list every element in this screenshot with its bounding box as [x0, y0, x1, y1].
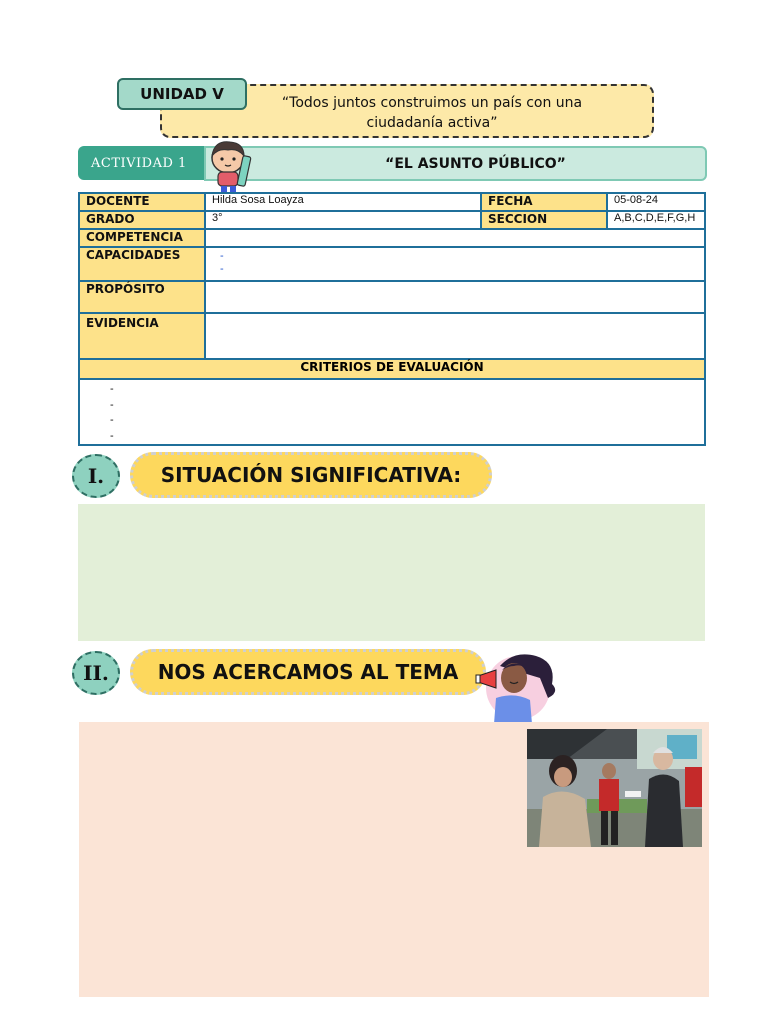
criterio-item: - [110, 398, 114, 411]
evidencia-value [205, 313, 705, 359]
criterio-item: - [110, 429, 114, 442]
child-pencil-icon [204, 138, 256, 194]
evidencia-label: EVIDENCIA [79, 313, 205, 359]
activity-badge: ACTIVIDAD 1 [78, 146, 204, 180]
section-2-title: NOS ACERCAMOS AL TEMA [130, 649, 486, 695]
grado-value: 3° [205, 211, 481, 229]
section-2-number: II. [72, 651, 120, 695]
situacion-content-box [78, 504, 705, 641]
activity-title: “EL ASUNTO PÚBLICO” [204, 146, 707, 181]
criterios-header: CRITERIOS DE EVALUACIÓN [79, 359, 705, 379]
proposito-label: PROPÓSITO [79, 281, 205, 313]
criterio-item: - [110, 383, 114, 395]
capacidad-item: - [220, 263, 224, 275]
news-photo [527, 729, 702, 847]
seccion-value: A,B,C,D,E,F,G,H [607, 211, 705, 229]
fecha-value: 05-08-24 [607, 193, 705, 211]
competencia-label: COMPETENCIA [79, 229, 205, 247]
unit-badge: UNIDAD V [117, 78, 247, 110]
fecha-label: FECHA [481, 193, 607, 211]
docente-label: DOCENTE [79, 193, 205, 211]
docente-value: Hilda Sosa Loayza [205, 193, 481, 211]
capacidades-value [205, 247, 705, 281]
grado-label: GRADO [79, 211, 205, 229]
section-1-number: I. [72, 454, 120, 498]
capacidad-item: - [220, 250, 224, 262]
info-table [78, 192, 706, 446]
unit-quote: “Todos juntos construimos un país con una ciudadanía activa” [160, 84, 654, 138]
section-1-title: SITUACIÓN SIGNIFICATIVA: [130, 452, 492, 498]
capacidades-label: CAPACIDADES [79, 247, 205, 281]
criterios-list [79, 379, 705, 445]
competencia-value [205, 229, 705, 247]
megaphone-girl-icon [474, 648, 560, 726]
proposito-value [205, 281, 705, 313]
criterio-item: - [110, 414, 114, 426]
seccion-label: SECCION [481, 211, 607, 229]
